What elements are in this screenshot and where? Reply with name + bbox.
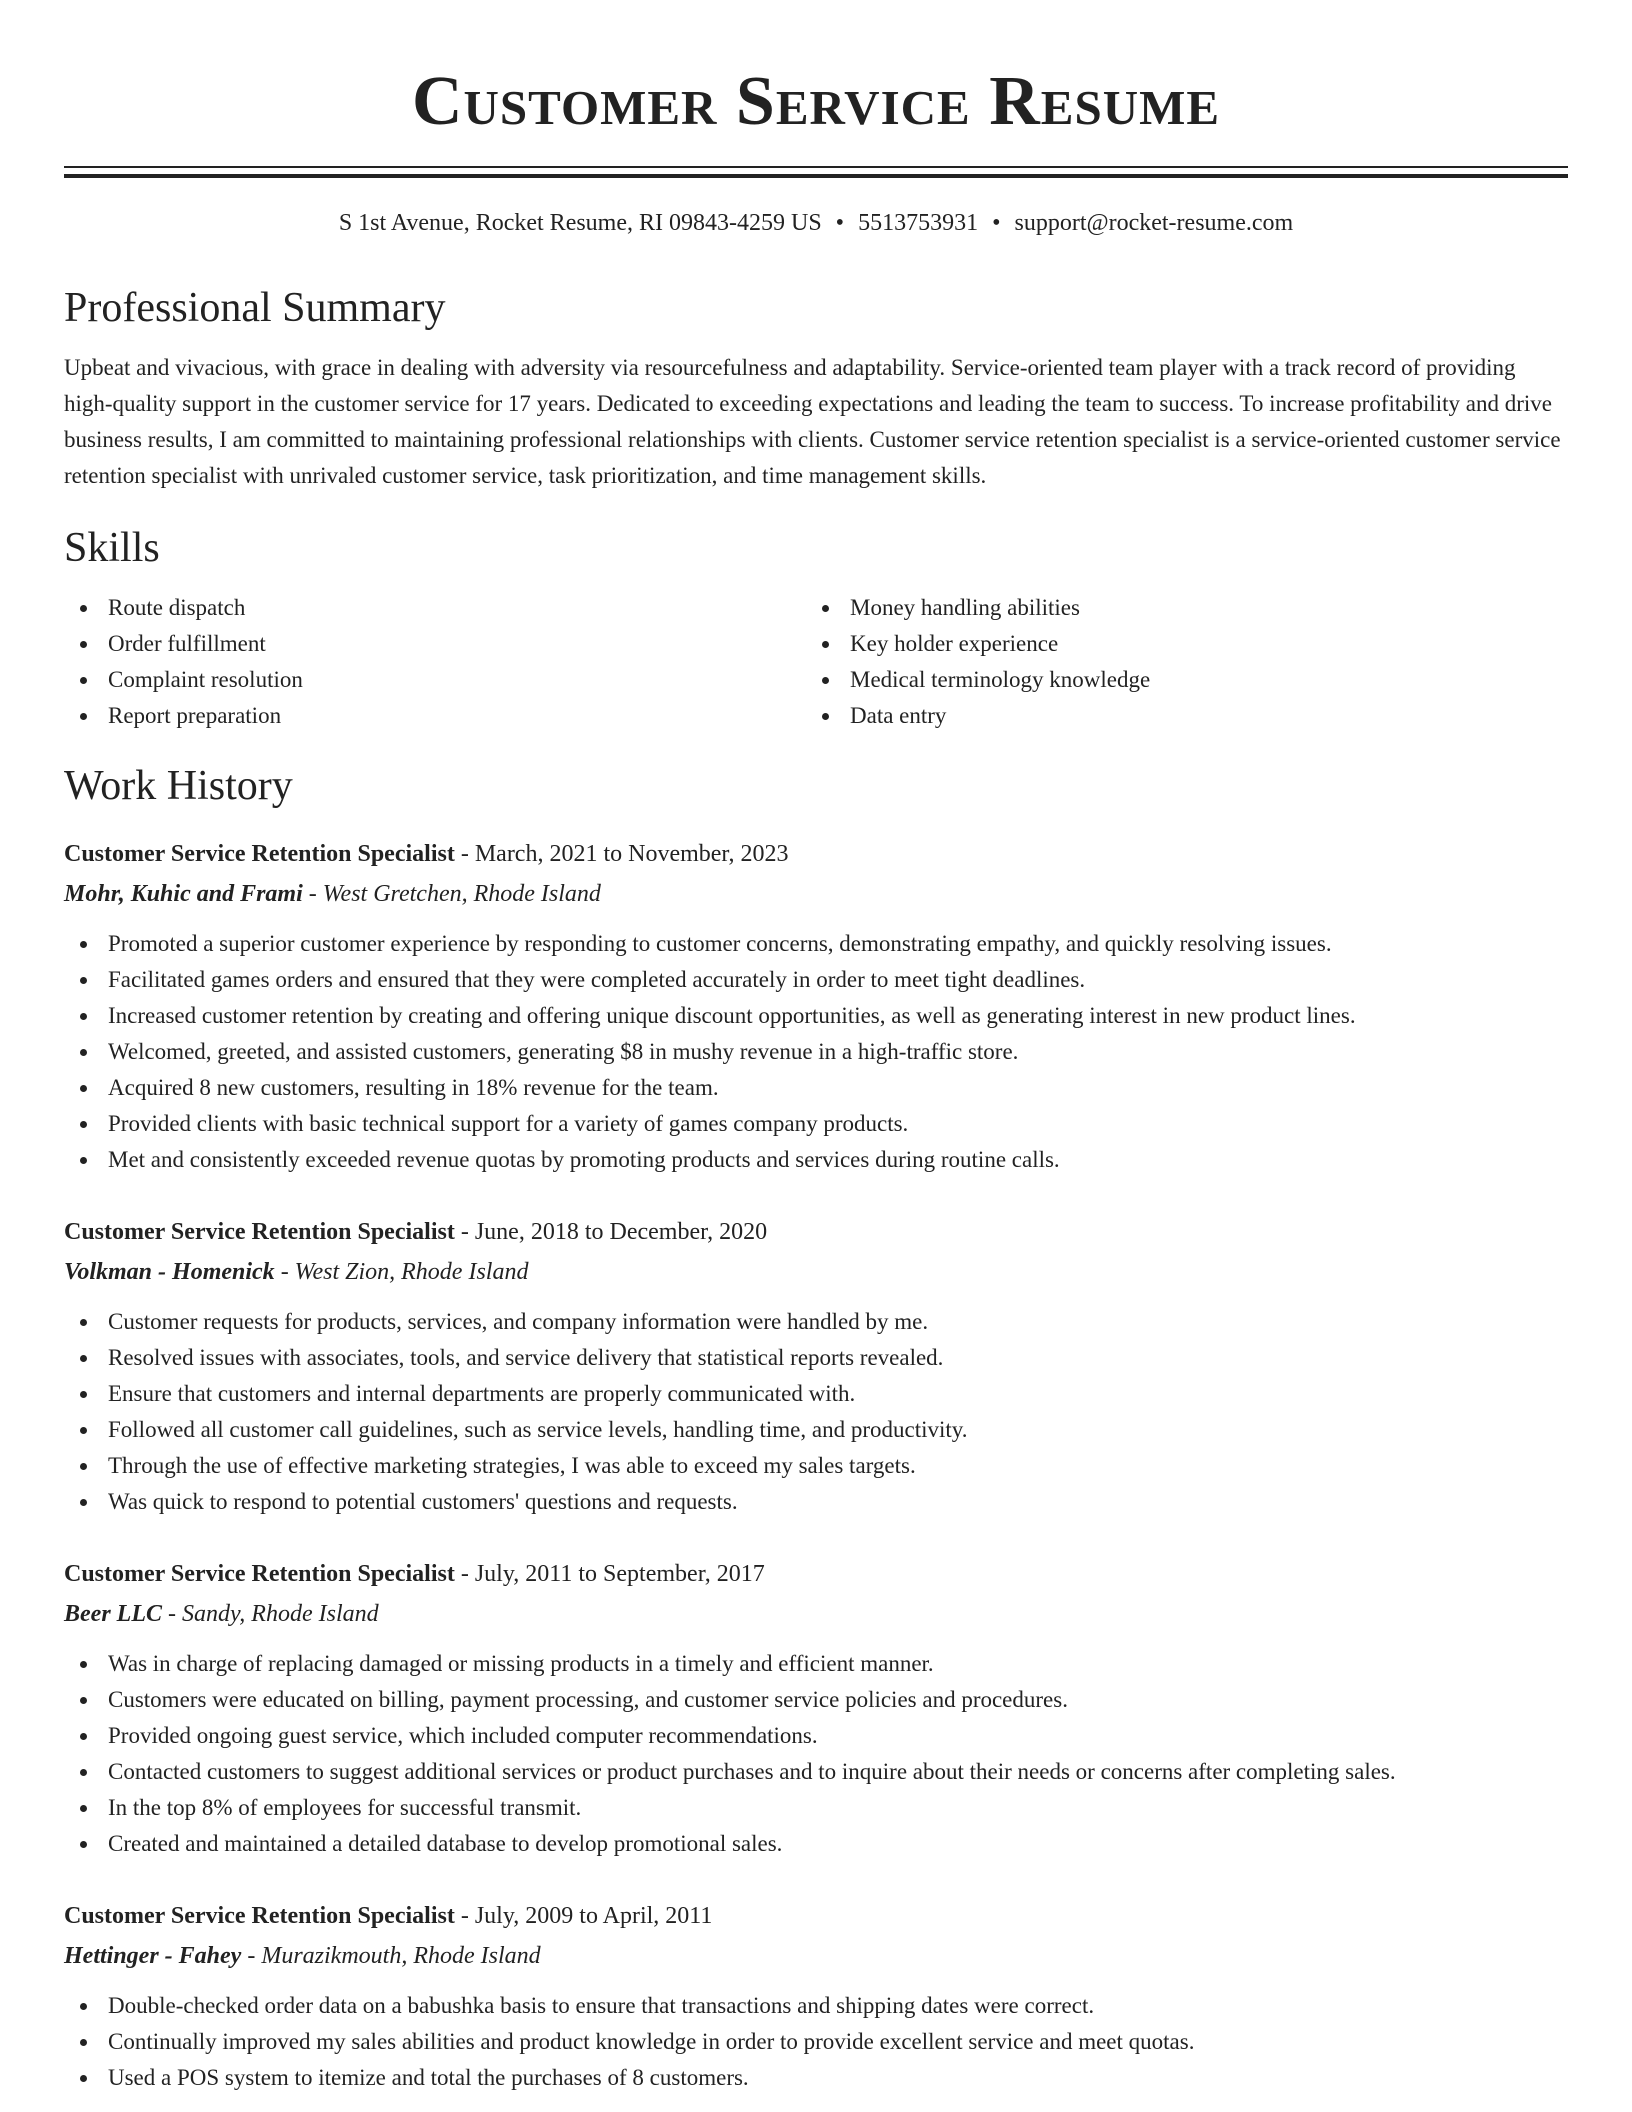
job-role: Customer Service Retention Specialist [64,841,455,867]
job-location: - Sandy, Rhode Island [161,1601,379,1627]
job-dates: - March, 2021 to November, 2023 [454,841,789,867]
resume-title: Customer Service Resume [411,63,1221,140]
job-employer-line [64,874,1568,914]
contact-address: S 1st Avenue, Rocket Resume, RI 09843-4259 US [338,210,822,236]
job-duty-item: Acquired 8 new customers, resulting in 18% revenue for the team. [64,1070,1568,1106]
job-duty-item: Customers were educated on billing, payment processing, and customer service policies and procedures. [64,1682,1568,1718]
job-employer-line [64,1594,1568,1634]
contact-separator: • [992,210,1001,236]
job-duty-item: Used a POS system to itemize and total the purchases of 8 customers. [64,2060,1568,2096]
job-title-line [64,1896,1568,1936]
job-duty-item: Provided clients with basic technical support for a variety of games company products. [64,1106,1568,1142]
job-duty-item: Increased customer retention by creating and offering unique discount opportunities, as well as generating interest in new product lines. [64,998,1568,1034]
job-company: Beer LLC [64,1601,162,1627]
job-duty-item: Welcomed, greeted, and assisted customers, generating $8 in mushy revenue in a high-traffic store. [64,1034,1568,1070]
job-title-line [64,1554,1568,1594]
skills-column-right [806,590,1548,734]
contact-email: support@rocket-resume.com [1014,210,1294,236]
job-duty-item: Contacted customers to suggest additional services or product purchases and to inquire about their needs or concerns after completing sales. [64,1754,1568,1790]
contact-phone: 5513753931 [858,210,979,236]
skill-item: Money handling abilities [806,590,1548,626]
job-entry [64,1896,1568,2096]
job-role: Customer Service Retention Specialist [64,1561,455,1587]
job-company: Volkman - Homenick [64,1259,275,1285]
skill-item: Report preparation [64,698,806,734]
job-location: - West Zion, Rhode Island [274,1259,529,1285]
job-entry [64,1212,1568,1520]
job-duty-item: Customer requests for products, services, and company information were handled by me. [64,1304,1568,1340]
job-location: - West Gretchen, Rhode Island [302,881,601,907]
job-dates: - July, 2009 to April, 2011 [454,1903,713,1929]
job-entry [64,1554,1568,1862]
job-duty-item: Double-checked order data on a babushka basis to ensure that transactions and shipping dates were correct. [64,1988,1568,2024]
job-duty-item: Continually improved my sales abilities and product knowledge in order to provide excellent service and meet quotas. [64,2024,1568,2060]
skill-item: Data entry [806,698,1548,734]
job-duty-item: Through the use of effective marketing strategies, I was able to exceed my sales targets. [64,1448,1568,1484]
job-employer-line [64,1252,1568,1292]
job-duty-item: Was quick to respond to potential customers' questions and requests. [64,1484,1568,1520]
skill-item: Medical terminology knowledge [806,662,1548,698]
job-location: - Murazikmouth, Rhode Island [241,1943,541,1969]
skills-list [64,590,1568,734]
job-duty-item: In the top 8% of employees for successful transmit. [64,1790,1568,1826]
skill-item: Complaint resolution [64,662,806,698]
job-dates: - July, 2011 to September, 2017 [454,1561,765,1587]
job-duties [64,926,1568,1178]
skills-column-left [64,590,806,734]
job-duty-item: Promoted a superior customer experience by responding to customer concerns, demonstrating empathy, and quickly resolving issues. [64,926,1568,962]
skill-item: Route dispatch [64,590,806,626]
summary-text: Upbeat and vivacious, with grace in dealing with adversity via resourcefulness and adaptability. Service-oriented team player with a track record of providing high-quality support in the customer service for 17 years. Dedicated to exceeding expectations and leading the team to success. To increase profitability and drive business results, I am committed to maintaining professional relationships with clients. Customer service retention specialist is a service-oriented customer service retention specialist with unrivaled customer service, task prioritization, and time management skills. [64,355,1561,488]
job-entry [64,834,1568,1178]
job-duties [64,1304,1568,1520]
work-history-heading: Work History [64,763,293,809]
job-company: Hettinger - Fahey [64,1943,242,1969]
job-role: Customer Service Retention Specialist [64,1903,455,1929]
skills-heading: Skills [64,525,160,571]
resume-page [64,0,1568,2096]
job-duty-item: Provided ongoing guest service, which included computer recommendations. [64,1718,1568,1754]
title-divider [64,166,1568,178]
job-duty-item: Created and maintained a detailed database to develop promotional sales. [64,1826,1568,1862]
job-title-line [64,1212,1568,1252]
job-company: Mohr, Kuhic and Frami [64,881,303,907]
job-duty-item: Facilitated games orders and ensured that they were completed accurately in order to meet tight deadlines. [64,962,1568,998]
job-duties [64,1988,1568,2096]
job-duty-item: Met and consistently exceeded revenue quotas by promoting products and services during routine calls. [64,1142,1568,1178]
contact-line [64,208,1568,238]
skill-item: Order fulfillment [64,626,806,662]
skill-item: Key holder experience [806,626,1548,662]
job-employer-line [64,1936,1568,1976]
job-dates: - June, 2018 to December, 2020 [454,1219,768,1245]
contact-separator: • [835,210,845,236]
job-duty-item: Resolved issues with associates, tools, and service delivery that statistical reports revealed. [64,1340,1568,1376]
summary-heading: Professional Summary [64,285,446,331]
job-title-line [64,834,1568,874]
job-duty-item: Followed all customer call guidelines, such as service levels, handling time, and productivity. [64,1412,1568,1448]
job-duty-item: Ensure that customers and internal departments are properly communicated with. [64,1376,1568,1412]
job-role: Customer Service Retention Specialist [64,1219,455,1245]
job-duties [64,1646,1568,1862]
job-duty-item: Was in charge of replacing damaged or missing products in a timely and efficient manner. [64,1646,1568,1682]
